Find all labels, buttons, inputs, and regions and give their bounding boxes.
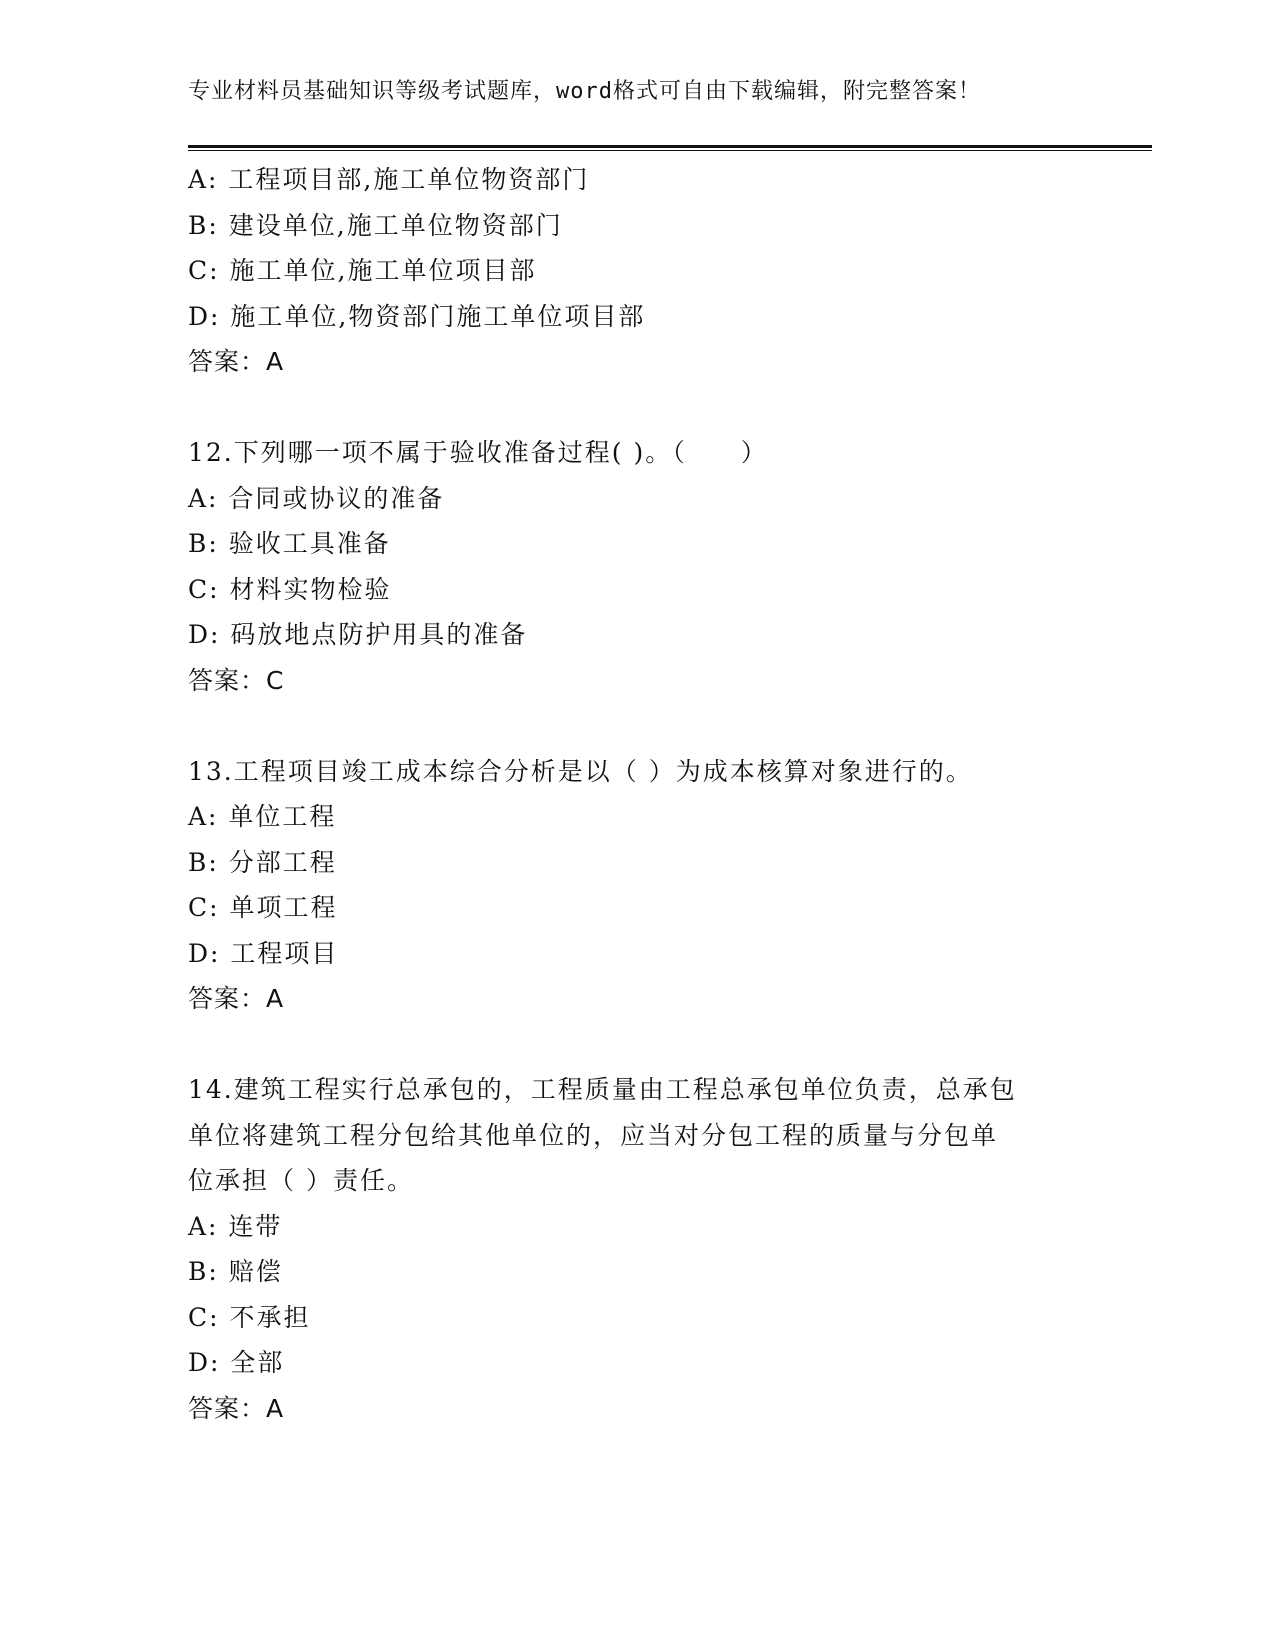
option-a: A: 工程项目部,施工单位物资部门 <box>188 165 590 194</box>
option-d: D: 全部 <box>188 1348 285 1377</box>
question-stem-line-1: 14.建筑工程实行总承包的，工程质量由工程总承包单位负责，总承包 <box>188 1075 1017 1104</box>
option-b: B: 赔偿 <box>188 1257 283 1286</box>
question-stem-line-3: 位承担（ ）责任。 <box>188 1166 414 1195</box>
option-b: B: 分部工程 <box>188 847 337 877</box>
question-stem: 13.工程项目竣工成本综合分析是以（ ）为成本核算对象进行的。 <box>188 756 973 786</box>
question-continued <box>188 157 1088 385</box>
answer: 答案：A <box>188 347 285 376</box>
option-a: A: 单位工程 <box>188 802 337 831</box>
option-d: D: 码放地点防护用具的准备 <box>188 620 528 649</box>
option-c: C: 单项工程 <box>188 893 338 922</box>
question-stem: 12.下列哪一项不属于验收准备过程( )。（ ） <box>188 438 768 467</box>
answer: 答案：A <box>188 1393 285 1423</box>
answer: 答案：C <box>188 665 285 695</box>
question-14 <box>188 1067 1088 1431</box>
option-a: A: 连带 <box>188 1211 283 1241</box>
option-d: D: 施工单位,物资部门施工单位项目部 <box>188 301 646 331</box>
page-header: 专业材料员基础知识等级考试题库，word格式可自由下载编辑，附完整答案！ <box>188 79 981 104</box>
option-c: C: 施工单位,施工单位项目部 <box>188 256 537 285</box>
question-12 <box>188 430 1088 703</box>
question-stem-line-2: 单位将建筑工程分包给其他单位的，应当对分包工程的质量与分包单 <box>188 1120 999 1150</box>
option-c: C: 材料实物检验 <box>188 574 392 604</box>
answer: 答案：A <box>188 984 285 1013</box>
option-c: C: 不承担 <box>188 1302 311 1332</box>
option-b: B: 验收工具准备 <box>188 529 391 558</box>
header-divider <box>188 145 1152 151</box>
option-a: A: 合同或协议的准备 <box>188 483 445 513</box>
question-13 <box>188 749 1088 1022</box>
document-body <box>188 157 1088 1431</box>
option-d: D: 工程项目 <box>188 938 339 968</box>
option-b: B: 建设单位,施工单位物资部门 <box>188 210 563 240</box>
